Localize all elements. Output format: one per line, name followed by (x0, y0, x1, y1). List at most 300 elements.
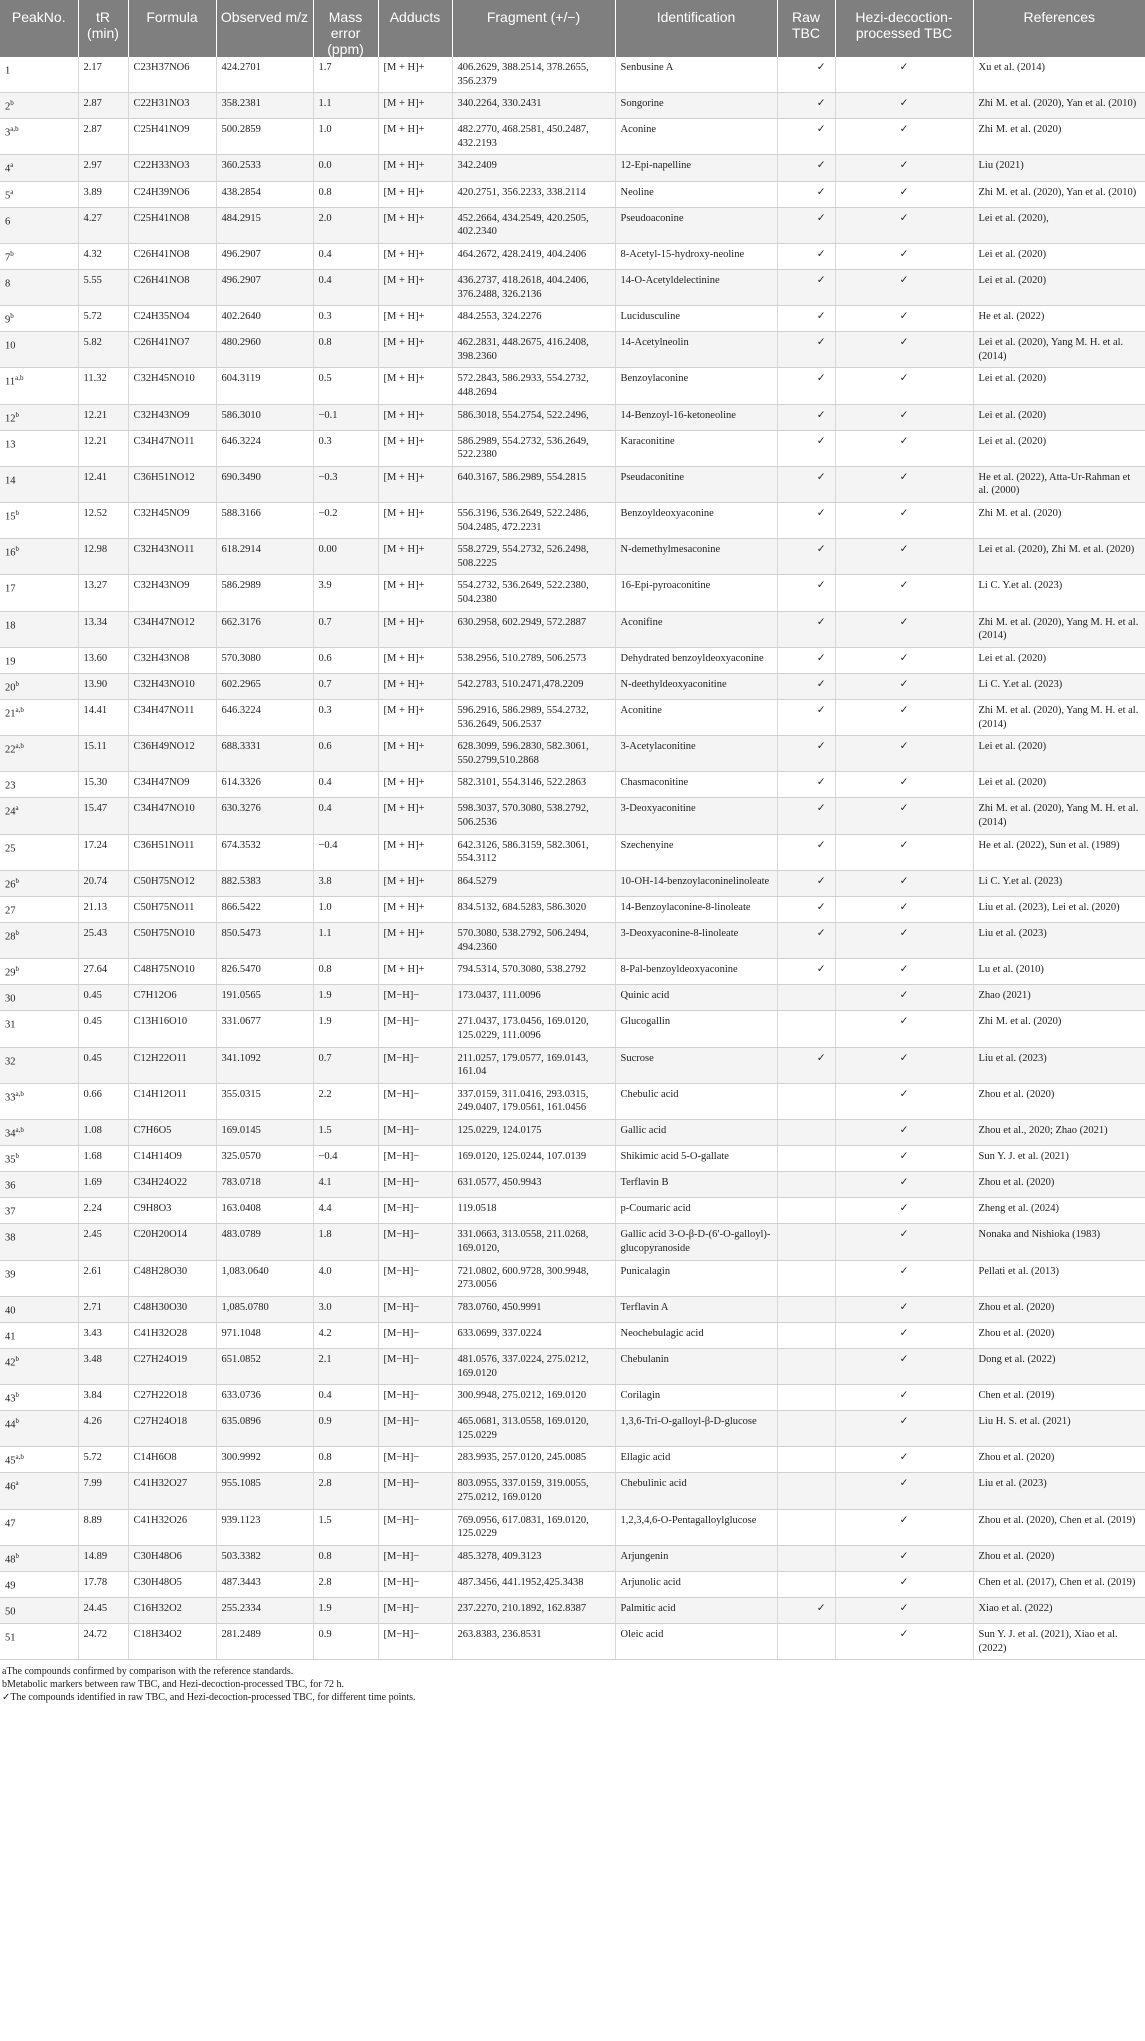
cell-peak-text: 6 (5, 216, 11, 228)
cell-mass-error (313, 368, 378, 404)
header-peak: PeakNo. (0, 0, 78, 57)
cell-peak (0, 306, 78, 332)
cell-formula (128, 269, 216, 305)
cell-hezi-tbc-text: ✓ (899, 1229, 909, 1241)
cell-hezi-tbc-text: ✓ (899, 311, 909, 323)
cell-raw-tbc (777, 1624, 835, 1660)
cell-reference (973, 772, 1145, 798)
cell-adduct (378, 647, 452, 673)
cell-identification-text: 1,3,6-Tri-O-galloyl-β-D-glucose (620, 1416, 757, 1428)
cell-fragment-text: 342.2409 (457, 160, 497, 172)
cell-identification (615, 611, 777, 647)
cell-mass-error (313, 959, 378, 985)
cell-tr (78, 466, 128, 502)
cell-reference-text: Sun Y. J. et al. (2021) (978, 1151, 1069, 1163)
cell-identification (615, 798, 777, 834)
table-row (0, 539, 1145, 575)
cell-mz-text: 570.3080 (221, 652, 261, 664)
cell-adduct (378, 1047, 452, 1083)
table-row (0, 923, 1145, 959)
cell-adduct (378, 207, 452, 243)
cell-mz-text: 604.3119 (221, 373, 261, 385)
cell-mass-error-text: 2.8 (318, 1478, 332, 1490)
cell-hezi-tbc-text: ✓ (899, 1151, 909, 1163)
cell-reference (973, 1011, 1145, 1047)
cell-mass-error-text: 4.1 (318, 1177, 332, 1189)
cell-reference-text: Liu et al. (2023) (978, 1052, 1047, 1064)
cell-fragment-text: 586.2989, 554.2732, 536.2649, 522.2380 (457, 435, 589, 461)
cell-reference-text: Lei et al. (2020) (978, 435, 1047, 447)
cell-raw-tbc-text: ✓ (816, 508, 826, 520)
cell-fragment (452, 1545, 615, 1571)
cell-peak (0, 870, 78, 896)
cell-tr-text: 8.89 (83, 1514, 102, 1526)
cell-hezi-tbc (835, 1083, 973, 1119)
cell-mass-error (313, 430, 378, 466)
cell-peak-text: 37 (5, 1206, 16, 1218)
cell-mz-text: 331.0677 (221, 1016, 261, 1028)
cell-formula-text: C14H12O11 (133, 1088, 187, 1100)
cell-tr-text: 3.89 (83, 186, 102, 198)
cell-peak-text: 8 (5, 278, 11, 290)
peak-footnote-marker: a,b (15, 742, 24, 751)
cell-mz (216, 1545, 313, 1571)
cell-adduct-text: [M + H]+ (383, 311, 425, 323)
cell-tr (78, 1047, 128, 1083)
cell-mass-error (313, 1083, 378, 1119)
cell-fragment-text: 542.2783, 510.2471,478.2209 (457, 678, 584, 690)
cell-fragment (452, 1571, 615, 1597)
cell-formula-text: C34H47NO9 (133, 777, 190, 789)
cell-adduct-text: [M + H]+ (383, 678, 425, 690)
cell-reference (973, 1224, 1145, 1260)
cell-fragment-text: 721.0802, 600.9728, 300.9948, 273.0056 (457, 1265, 589, 1291)
cell-hezi-tbc-text: ✓ (899, 1124, 909, 1136)
cell-mass-error-text: 0.0 (318, 160, 332, 172)
cell-mz-text: 882.5383 (221, 875, 261, 887)
cell-mass-error-text: 0.7 (318, 678, 332, 690)
cell-tr-text: 12.52 (83, 508, 108, 520)
cell-identification-text: 3-Acetylaconitine (620, 741, 696, 753)
cell-reference-text: Pellati et al. (2013) (978, 1265, 1059, 1277)
cell-adduct (378, 306, 452, 332)
cell-hezi-tbc (835, 1322, 973, 1348)
cell-raw-tbc (777, 1411, 835, 1447)
cell-identification-text: Shikimic acid 5-O-gallate (620, 1151, 729, 1163)
cell-fragment-text: 803.0955, 337.0159, 319.0055, 275.0212, 169.0120 (457, 1478, 589, 1504)
cell-peak-text: 41 (5, 1331, 16, 1343)
cell-tr (78, 1473, 128, 1509)
cell-peak (0, 798, 78, 834)
cell-tr (78, 1571, 128, 1597)
cell-hezi-tbc-text: ✓ (899, 964, 909, 976)
cell-raw-tbc (777, 368, 835, 404)
cell-raw-tbc (777, 1172, 835, 1198)
cell-tr (78, 1172, 128, 1198)
cell-mass-error-text: 1.1 (318, 928, 332, 940)
cell-hezi-tbc (835, 798, 973, 834)
cell-reference-text: Li C. Y.et al. (2023) (978, 678, 1063, 690)
cell-identification (615, 503, 777, 539)
cell-fragment (452, 1624, 615, 1660)
cell-reference-text: Nonaka and Nishioka (1983) (978, 1229, 1101, 1241)
cell-tr-text: 3.48 (83, 1353, 102, 1365)
cell-mz (216, 1509, 313, 1545)
cell-fragment-text: 769.0956, 617.0831, 169.0120, 125.0229 (457, 1514, 589, 1540)
cell-fragment (452, 1146, 615, 1172)
cell-reference (973, 243, 1145, 269)
cell-formula-text: C26H41NO7 (133, 337, 190, 349)
cell-raw-tbc (777, 1348, 835, 1384)
cell-fragment-text: 556.3196, 536.2649, 522.2486, 504.2485, 472.2231 (457, 508, 589, 533)
cell-hezi-tbc-text: ✓ (899, 409, 909, 421)
cell-fragment (452, 207, 615, 243)
cell-hezi-tbc-text: ✓ (899, 839, 909, 851)
cell-hezi-tbc (835, 896, 973, 922)
cell-mass-error (313, 700, 378, 736)
cell-mass-error (313, 1411, 378, 1447)
cell-fragment-text: 596.2916, 586.2989, 554.2732, 536.2649, 506.2537 (457, 705, 589, 730)
cell-adduct-text: [M−H]− (383, 1088, 420, 1100)
cell-identification-text: Quinic acid (620, 990, 670, 1002)
cell-formula-text: C27H24O18 (133, 1416, 188, 1428)
table-row (0, 959, 1145, 985)
cell-fragment (452, 306, 615, 332)
cell-mass-error (313, 1322, 378, 1348)
cell-raw-tbc (777, 700, 835, 736)
cell-mz-text: 690.3490 (221, 471, 261, 483)
cell-identification-text: Terflavin A (620, 1301, 669, 1313)
cell-hezi-tbc (835, 772, 973, 798)
cell-raw-tbc-text: ✓ (816, 373, 826, 385)
cell-identification (615, 1509, 777, 1545)
cell-reference-text: Xiao et al. (2022) (978, 1603, 1053, 1615)
cell-reference (973, 1473, 1145, 1509)
cell-reference (973, 959, 1145, 985)
cell-mass-error (313, 207, 378, 243)
cell-mass-error-text: 0.00 (318, 544, 337, 556)
cell-formula (128, 57, 216, 93)
cell-raw-tbc (777, 1011, 835, 1047)
cell-identification-text: Punicalagin (620, 1265, 671, 1277)
cell-tr-text: 13.34 (83, 616, 108, 628)
cell-mz-text: 484.2915 (221, 212, 261, 224)
cell-identification-text: Gallic acid (620, 1124, 667, 1136)
cell-hezi-tbc-text: ✓ (899, 1452, 909, 1464)
cell-formula-text: C24H39NO6 (133, 186, 190, 198)
cell-fragment-text: 783.0760, 450.9991 (457, 1301, 542, 1313)
table-row (0, 1260, 1145, 1296)
cell-peak (0, 1624, 78, 1660)
cell-reference-text: Li C. Y.et al. (2023) (978, 580, 1063, 592)
cell-tr (78, 1598, 128, 1624)
cell-peak (0, 1447, 78, 1473)
cell-peak (0, 923, 78, 959)
cell-formula (128, 368, 216, 404)
cell-hezi-tbc (835, 834, 973, 870)
cell-adduct-text: [M−H]− (383, 1452, 420, 1464)
table-row (0, 1598, 1145, 1624)
cell-identification (615, 1260, 777, 1296)
cell-mass-error-text: 4.0 (318, 1265, 332, 1277)
cell-adduct (378, 1545, 452, 1571)
cell-mz (216, 1624, 313, 1660)
cell-identification (615, 207, 777, 243)
cell-reference (973, 155, 1145, 181)
cell-formula-text: C32H43NO10 (133, 678, 195, 690)
cell-formula-text: C36H51NO11 (133, 839, 195, 851)
cell-mz (216, 119, 313, 155)
cell-reference-text: Chen et al. (2019) (978, 1390, 1055, 1402)
cell-formula-text: C27H22O18 (133, 1390, 188, 1402)
table-body (0, 57, 1145, 1660)
cell-raw-tbc (777, 306, 835, 332)
cell-reference (973, 119, 1145, 155)
cell-hezi-tbc (835, 647, 973, 673)
cell-adduct-text: [M + H]+ (383, 274, 425, 286)
cell-identification-text: 10-OH-14-benzoylaconinelinoleate (620, 875, 770, 887)
cell-formula (128, 1083, 216, 1119)
cell-fragment-text: 631.0577, 450.9943 (457, 1177, 542, 1189)
cell-hezi-tbc (835, 503, 973, 539)
cell-mz-text: 955.1085 (221, 1478, 261, 1490)
cell-raw-tbc-text: ✓ (816, 337, 826, 349)
cell-tr-text: 24.45 (83, 1603, 108, 1615)
cell-mz-text: 480.2960 (221, 337, 261, 349)
cell-formula-text: C14H14O9 (133, 1151, 182, 1163)
cell-fragment (452, 1224, 615, 1260)
cell-reference (973, 1322, 1145, 1348)
cell-adduct (378, 466, 452, 502)
cell-identification (615, 1571, 777, 1597)
table-row (0, 1385, 1145, 1411)
cell-hezi-tbc (835, 57, 973, 93)
table-row (0, 243, 1145, 269)
cell-mz (216, 1385, 313, 1411)
cell-identification-text: Ellagic acid (620, 1452, 671, 1464)
cell-mass-error-text: 0.4 (318, 1390, 332, 1402)
cell-tr-text: 17.78 (83, 1576, 108, 1588)
cell-identification-text: Lucidusculine (620, 311, 680, 323)
cell-tr (78, 119, 128, 155)
cell-mz-text: 630.3276 (221, 803, 261, 815)
cell-mz (216, 798, 313, 834)
cell-fragment (452, 466, 615, 502)
cell-peak (0, 1146, 78, 1172)
cell-hezi-tbc-text: ✓ (899, 508, 909, 520)
cell-tr-text: 0.45 (83, 990, 102, 1002)
cell-raw-tbc (777, 1509, 835, 1545)
cell-tr (78, 798, 128, 834)
cell-reference-text: Dong et al. (2022) (978, 1353, 1056, 1365)
cell-identification (615, 896, 777, 922)
cell-reference-text: He et al. (2022), Atta-Ur-Rahman et al. (2000) (978, 471, 1131, 497)
cell-hezi-tbc (835, 673, 973, 699)
peak-footnote-marker: b (15, 1551, 19, 1560)
cell-mass-error-text: 1.9 (318, 1016, 332, 1028)
cell-fragment-text: 864.5279 (457, 875, 497, 887)
cell-tr (78, 959, 128, 985)
cell-mz-text: 618.2914 (221, 544, 261, 556)
cell-identification-text: Aconifine (620, 616, 663, 628)
cell-reference-text: Zhi M. et al. (2020) (978, 508, 1062, 520)
cell-tr (78, 1322, 128, 1348)
cell-adduct-text: [M−H]− (383, 1550, 420, 1562)
cell-peak (0, 1509, 78, 1545)
header-tr: tR (min) (78, 0, 128, 57)
cell-mass-error-text: −0.4 (318, 839, 338, 851)
cell-adduct-text: [M + H]+ (383, 248, 425, 260)
cell-tr (78, 1624, 128, 1660)
cell-formula-text: C32H43NO8 (133, 652, 190, 664)
cell-reference-text: He et al. (2022) (978, 311, 1045, 323)
cell-formula-text: C41H32O28 (133, 1327, 188, 1339)
cell-raw-tbc (777, 923, 835, 959)
cell-fragment (452, 269, 615, 305)
cell-fragment-text: 436.2737, 418.2618, 404.2406, 376.2488, 326.2136 (457, 274, 589, 300)
cell-adduct-text: [M + H]+ (383, 409, 425, 421)
cell-identification-text: Benzoyldeoxyaconine (620, 508, 714, 520)
cell-peak (0, 1083, 78, 1119)
cell-mz (216, 923, 313, 959)
cell-reference (973, 1411, 1145, 1447)
cell-fragment (452, 1348, 615, 1384)
cell-reference-text: Zhi M. et al. (2020) (978, 124, 1062, 136)
cell-adduct (378, 1198, 452, 1224)
cell-tr (78, 700, 128, 736)
cell-adduct (378, 1260, 452, 1296)
cell-formula (128, 673, 216, 699)
cell-fragment (452, 1011, 615, 1047)
cell-hezi-tbc (835, 1509, 973, 1545)
cell-hezi-tbc (835, 923, 973, 959)
cell-reference-text: He et al. (2022), Sun et al. (1989) (978, 839, 1120, 851)
cell-reference-text: Zhi M. et al. (2020), Yang M. H. et al. (2014) (978, 705, 1139, 730)
cell-fragment (452, 1598, 615, 1624)
cell-peak (0, 700, 78, 736)
cell-hezi-tbc (835, 332, 973, 368)
cell-adduct-text: [M + H]+ (383, 212, 425, 224)
cell-tr (78, 306, 128, 332)
cell-fragment (452, 870, 615, 896)
cell-hezi-tbc (835, 1348, 973, 1384)
cell-peak-text: 48 (5, 1554, 16, 1566)
cell-reference (973, 1198, 1145, 1224)
cell-mz (216, 575, 313, 611)
cell-tr-text: 12.21 (83, 409, 108, 421)
cell-fragment (452, 673, 615, 699)
cell-formula (128, 1119, 216, 1145)
cell-raw-tbc (777, 404, 835, 430)
cell-formula-text: C20H20O14 (133, 1229, 188, 1241)
cell-identification-text: Pseudaconitine (620, 471, 685, 483)
cell-raw-tbc (777, 673, 835, 699)
cell-adduct-text: [M + H]+ (383, 616, 425, 628)
cell-tr (78, 611, 128, 647)
cell-reference-text: Liu (2021) (978, 160, 1024, 172)
cell-fragment-text: 586.3018, 554.2754, 522.2496, (457, 409, 589, 421)
cell-fragment-text: 465.0681, 313.0558, 169.0120, 125.0229 (457, 1416, 589, 1441)
cell-tr (78, 1385, 128, 1411)
cell-mz-text: 971.1048 (221, 1327, 261, 1339)
cell-mz (216, 772, 313, 798)
cell-raw-tbc (777, 647, 835, 673)
cell-adduct (378, 430, 452, 466)
cell-mz-text: 255.2334 (221, 1603, 261, 1615)
cell-mass-error (313, 1598, 378, 1624)
cell-identification-text: Oleic acid (620, 1629, 664, 1641)
cell-adduct (378, 1224, 452, 1260)
cell-mass-error (313, 575, 378, 611)
cell-raw-tbc-text: ✓ (816, 311, 826, 323)
cell-raw-tbc (777, 870, 835, 896)
table-row (0, 985, 1145, 1011)
cell-formula (128, 243, 216, 269)
cell-fragment-text: 119.0518 (457, 1203, 497, 1215)
cell-peak (0, 539, 78, 575)
cell-peak-text: 47 (5, 1518, 16, 1530)
header-raw-tbc: Raw TBC (777, 0, 835, 57)
cell-mz-text: 355.0315 (221, 1088, 261, 1100)
table-row (0, 119, 1145, 155)
cell-reference (973, 269, 1145, 305)
cell-hezi-tbc (835, 1624, 973, 1660)
cell-adduct (378, 539, 452, 575)
cell-adduct-text: [M + H]+ (383, 777, 425, 789)
cell-fragment-text: 538.2956, 510.2789, 506.2573 (457, 652, 587, 664)
cell-formula-text: C41H32O26 (133, 1514, 188, 1526)
cell-fragment-text: 211.0257, 179.0577, 169.0143, 161.04 (457, 1052, 589, 1078)
cell-reference (973, 834, 1145, 870)
cell-hezi-tbc-text: ✓ (899, 274, 909, 286)
table-row (0, 798, 1145, 834)
cell-formula-text: C27H24O19 (133, 1353, 188, 1365)
cell-identification (615, 575, 777, 611)
cell-mass-error-text: 2.1 (318, 1353, 332, 1365)
cell-peak-text: 28 (5, 931, 16, 943)
cell-fragment-text: 237.2270, 210.1892, 162.8387 (457, 1603, 587, 1615)
cell-hezi-tbc (835, 269, 973, 305)
cell-mz (216, 985, 313, 1011)
cell-formula (128, 155, 216, 181)
cell-hezi-tbc (835, 700, 973, 736)
cell-mass-error (313, 1260, 378, 1296)
table-row (0, 1296, 1145, 1322)
cell-peak-text: 21 (5, 708, 16, 720)
cell-fragment (452, 57, 615, 93)
footnote-check: ✓The compounds identified in raw TBC, and Hezi-decoction-processed TBC, for different time points. (2, 1692, 416, 1704)
cell-tr-text: 2.97 (83, 160, 102, 172)
cell-reference-text: Lei et al. (2020), (978, 212, 1049, 224)
cell-peak-text: 16 (5, 547, 16, 559)
cell-fragment-text: 484.2553, 324.2276 (457, 311, 542, 323)
cell-fragment (452, 1047, 615, 1083)
cell-hezi-tbc-text: ✓ (899, 777, 909, 789)
cell-mz (216, 93, 313, 119)
cell-raw-tbc-text: ✓ (816, 839, 826, 851)
cell-formula (128, 503, 216, 539)
cell-mass-error-text: 1.5 (318, 1124, 332, 1136)
cell-formula-text: C34H24O22 (133, 1177, 188, 1189)
cell-peak (0, 1411, 78, 1447)
cell-mz (216, 332, 313, 368)
cell-fragment (452, 575, 615, 611)
cell-hezi-tbc-text: ✓ (899, 62, 909, 73)
peak-footnote-marker: b (15, 410, 19, 419)
cell-hezi-tbc-text: ✓ (899, 875, 909, 887)
cell-tr-text: 5.72 (83, 311, 102, 323)
cell-adduct-text: [M + H]+ (383, 964, 425, 976)
